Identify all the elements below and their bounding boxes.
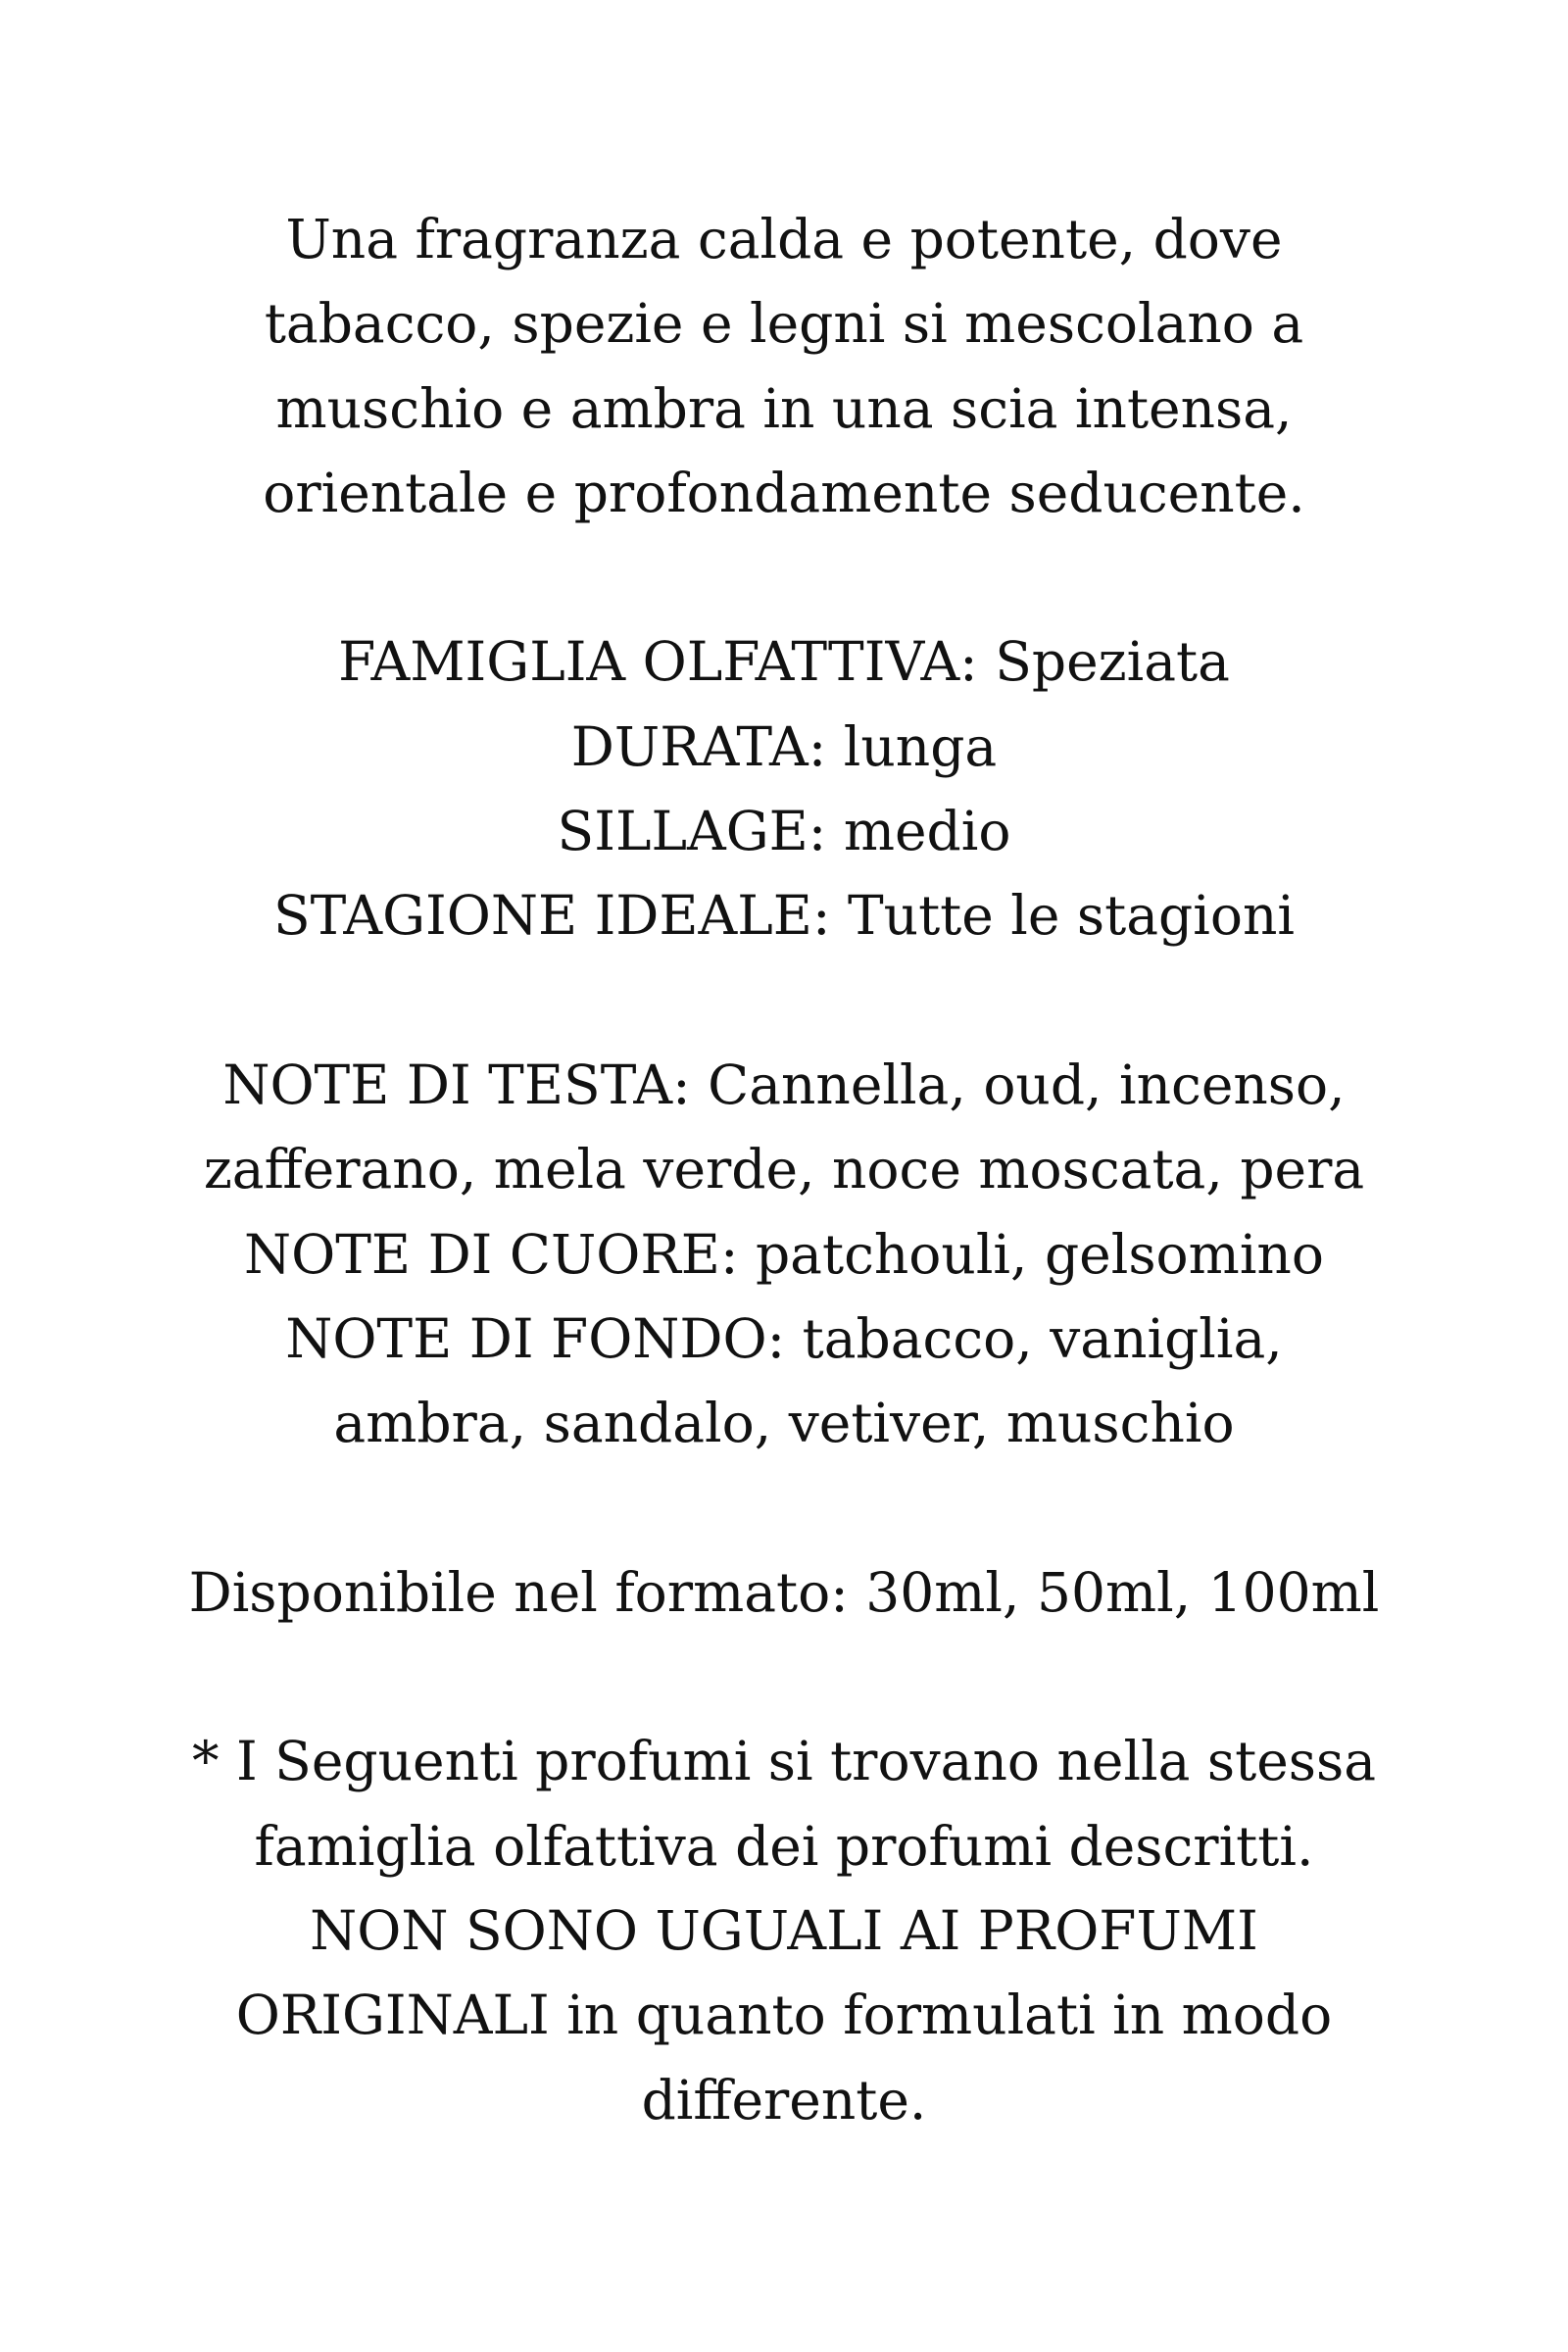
fragrance-description-document [0, 197, 1568, 2227]
top-notes-value: Cannella, oud, incenso, [708, 1053, 1346, 1116]
description-line: muschio e ambra in una scia intensa, [275, 376, 1293, 440]
sillage-label: SILLAGE: [557, 800, 827, 863]
description-line: tabacco, spezie e legni si mescolano a [264, 292, 1304, 356]
disclaimer-line: famiglia olfattiva dei profumi descritti. [254, 1814, 1314, 1878]
duration-label: DURATA: [570, 714, 827, 778]
disclaimer-line: * I Seguenti profumi si trovano nella stessa [191, 1730, 1377, 1793]
ideal-season-label: STAGIONE IDEALE: [273, 884, 831, 948]
description-paragraph [0, 197, 1568, 535]
disclaimer-line: differente. [641, 2068, 927, 2132]
description-line: Una fragranza calda e potente, dove [285, 208, 1283, 270]
description-line: orientale e profondamente seducente. [263, 461, 1305, 524]
formats-block [0, 1550, 1568, 1635]
sillage-value: medio [843, 800, 1011, 863]
notes-block [0, 1043, 1568, 1465]
available-formats [0, 1550, 1568, 1635]
disclaimer-line: NON SONO UGUALI AI PROFUMI [310, 1898, 1258, 1962]
top-notes [0, 1043, 1568, 1127]
olfactory-family [0, 619, 1568, 704]
available-formats-label: Disponibile nel formato: [188, 1560, 849, 1624]
available-formats-value: 30ml, 50ml, 100ml [865, 1560, 1380, 1624]
disclaimer-line: ORIGINALI in quanto formulati in modo [235, 1984, 1333, 2047]
duration [0, 705, 1568, 789]
ideal-season [0, 873, 1568, 957]
ideal-season-value: Tutte le stagioni [847, 884, 1295, 948]
disclaimer-block [0, 1719, 1568, 2141]
heart-notes-value: patchouli, gelsomino [755, 1222, 1324, 1286]
heart-notes [0, 1212, 1568, 1297]
base-notes-label: NOTE DI FONDO: [285, 1306, 786, 1370]
olfactory-family-label: FAMIGLIA OLFATTIVA: [338, 630, 978, 694]
base-notes-value: tabacco, vaniglia, [802, 1306, 1283, 1370]
sillage [0, 789, 1568, 873]
duration-value: lunga [843, 714, 998, 778]
base-notes [0, 1297, 1568, 1381]
characteristics-block [0, 619, 1568, 957]
heart-notes-label: NOTE DI CUORE: [244, 1222, 739, 1286]
top-notes-label: NOTE DI TESTA: [222, 1053, 691, 1116]
top-notes-continued: zafferano, mela verde, noce moscata, pera [203, 1138, 1365, 1201]
base-notes-continued: ambra, sandalo, vetiver, muschio [333, 1392, 1235, 1455]
olfactory-family-value: Speziata [995, 630, 1230, 694]
